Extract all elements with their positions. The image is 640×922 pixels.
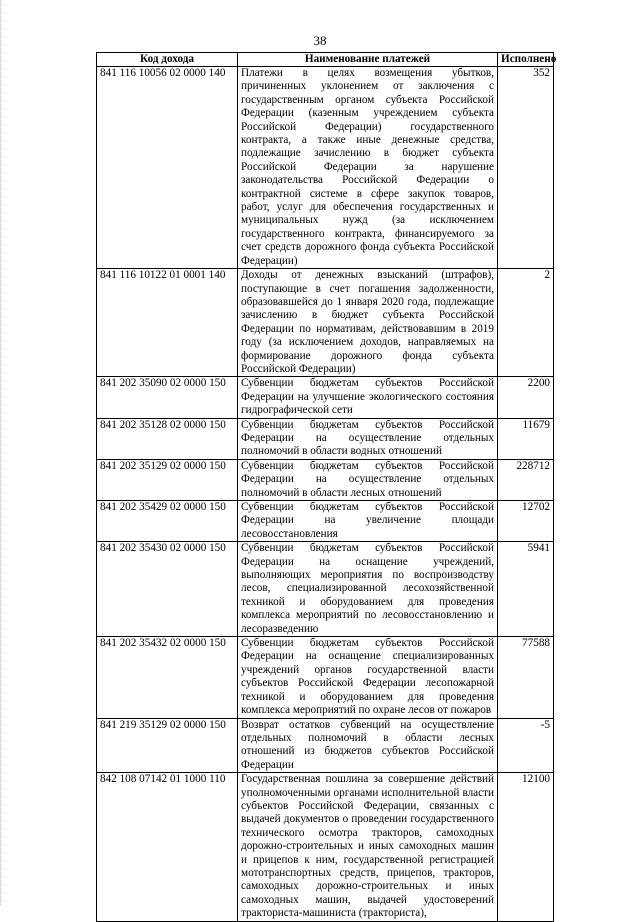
executed-amount: 12702	[498, 501, 554, 542]
revenue-code: 841 219 35129 02 0000 150	[97, 718, 238, 773]
table-row	[97, 773, 554, 921]
header-amount: Исполнено	[498, 53, 554, 67]
table-row	[97, 637, 554, 718]
table-row	[97, 269, 554, 377]
payment-name: Государственная пошлина за совершение действий уполномоченными органами исполнительной власти субъектов Российской Федерации, связанных с выдачей документов о проведении государственного технического осмотра тракторов, самоходных дорожно-строительных и иных самоходных машин и прицепов к ним, государственной регистрацией мототранспортных средств, прицепов, тракторов, самоходных дорожно-строительных и иных самоходных машин, выдачей удостоверений тракториста-машиниста (тракториста),	[238, 773, 498, 921]
executed-amount: 5941	[498, 542, 554, 637]
table-row	[97, 718, 554, 773]
revenue-code: 841 202 35128 02 0000 150	[97, 418, 238, 459]
revenue-code: 841 202 35430 02 0000 150	[97, 542, 238, 637]
payment-name: Доходы от денежных взысканий (штрафов), поступающие в счет погашения задолженности, образовавшейся до 1 января 2020 года, подлежащие зачислению в бюджет субъекта Российской Федерации по нормативам, действовавшим в 2019 году (за исключением доходов, направляемых на формирование дорожного фонда субъекта Российской Федерации)	[238, 269, 498, 377]
revenue-code: 841 116 10122 01 0001 140	[97, 269, 238, 377]
revenue-code: 842 108 07142 01 1000 110	[97, 773, 238, 921]
revenue-code: 841 116 10056 02 0000 140	[97, 67, 238, 269]
table-row	[97, 377, 554, 418]
executed-amount: 2200	[498, 377, 554, 418]
executed-amount: 12100	[498, 773, 554, 921]
executed-amount: -5	[498, 718, 554, 773]
table-row	[97, 67, 554, 269]
scan-edge	[0, 0, 3, 905]
payment-name: Субвенции бюджетам субъектов Российской Федерации на оснащение учреждений, выполняющих мероприятия по воспроизводству лесов, специализированной лесохозяйственной техникой и оборудованием для проведения комплекса мероприятий по лесовосстановлению и лесоразведению	[238, 542, 498, 637]
revenue-code: 841 202 35090 02 0000 150	[97, 377, 238, 418]
executed-amount: 2	[498, 269, 554, 377]
payment-name: Субвенции бюджетам субъектов Российской Федерации на увеличение площади лесовосстановления	[238, 501, 498, 542]
revenue-code: 841 202 35429 02 0000 150	[97, 501, 238, 542]
payment-name: Субвенции бюджетам субъектов Российской Федерации на осуществление отдельных полномочий в области водных отношений	[238, 418, 498, 459]
payment-name: Платежи в целях возмещения убытков, причиненных уклонением от заключения с государственным органом субъекта Российской Федерации (казенным учреждением субъекта Российской Федерации) государственного контракта, а также иные денежные средства, подлежащие зачислению в бюджет субъекта Российской Федерации за нарушение законодательства Российской Федерации о контрактной системе в сфере закупок товаров, работ, услуг для обеспечения государственных и муниципальных нужд (за исключением государственного контракта, финансируемого за счет средств дорожного фонда субъекта Российской Федерации)	[238, 67, 498, 269]
payment-name: Возврат остатков субвенций на осуществление отдельных полномочий в области лесных отношений из бюджетов субъектов Российской Федерации	[238, 718, 498, 773]
executed-amount: 11679	[498, 418, 554, 459]
revenue-code: 841 202 35129 02 0000 150	[97, 459, 238, 500]
payment-name: Субвенции бюджетам субъектов Российской Федерации на оснащение специализированных учреждений органов государственной власти субъектов Российской Федерации лесопожарной техникой и оборудованием для проведения комплекса мероприятий по охране лесов от пожаров	[238, 637, 498, 718]
executed-amount: 352	[498, 67, 554, 269]
table-row	[97, 459, 554, 500]
header-code: Код дохода	[97, 53, 238, 67]
executed-amount: 77588	[498, 637, 554, 718]
header-name: Наименование платежей	[238, 53, 498, 67]
table-header-row	[97, 53, 554, 67]
revenue-code: 841 202 35432 02 0000 150	[97, 637, 238, 718]
payment-name: Субвенции бюджетам субъектов Российской Федерации на улучшение экологического состояния гидрографической сети	[238, 377, 498, 418]
table-row	[97, 542, 554, 637]
executed-amount: 228712	[498, 459, 554, 500]
table-row	[97, 418, 554, 459]
page-number: 38	[313, 33, 327, 48]
payment-name: Субвенции бюджетам субъектов Российской Федерации на осуществление отдельных полномочий в области лесных отношений	[238, 459, 498, 500]
revenue-table	[96, 52, 557, 922]
table-row	[97, 501, 554, 542]
